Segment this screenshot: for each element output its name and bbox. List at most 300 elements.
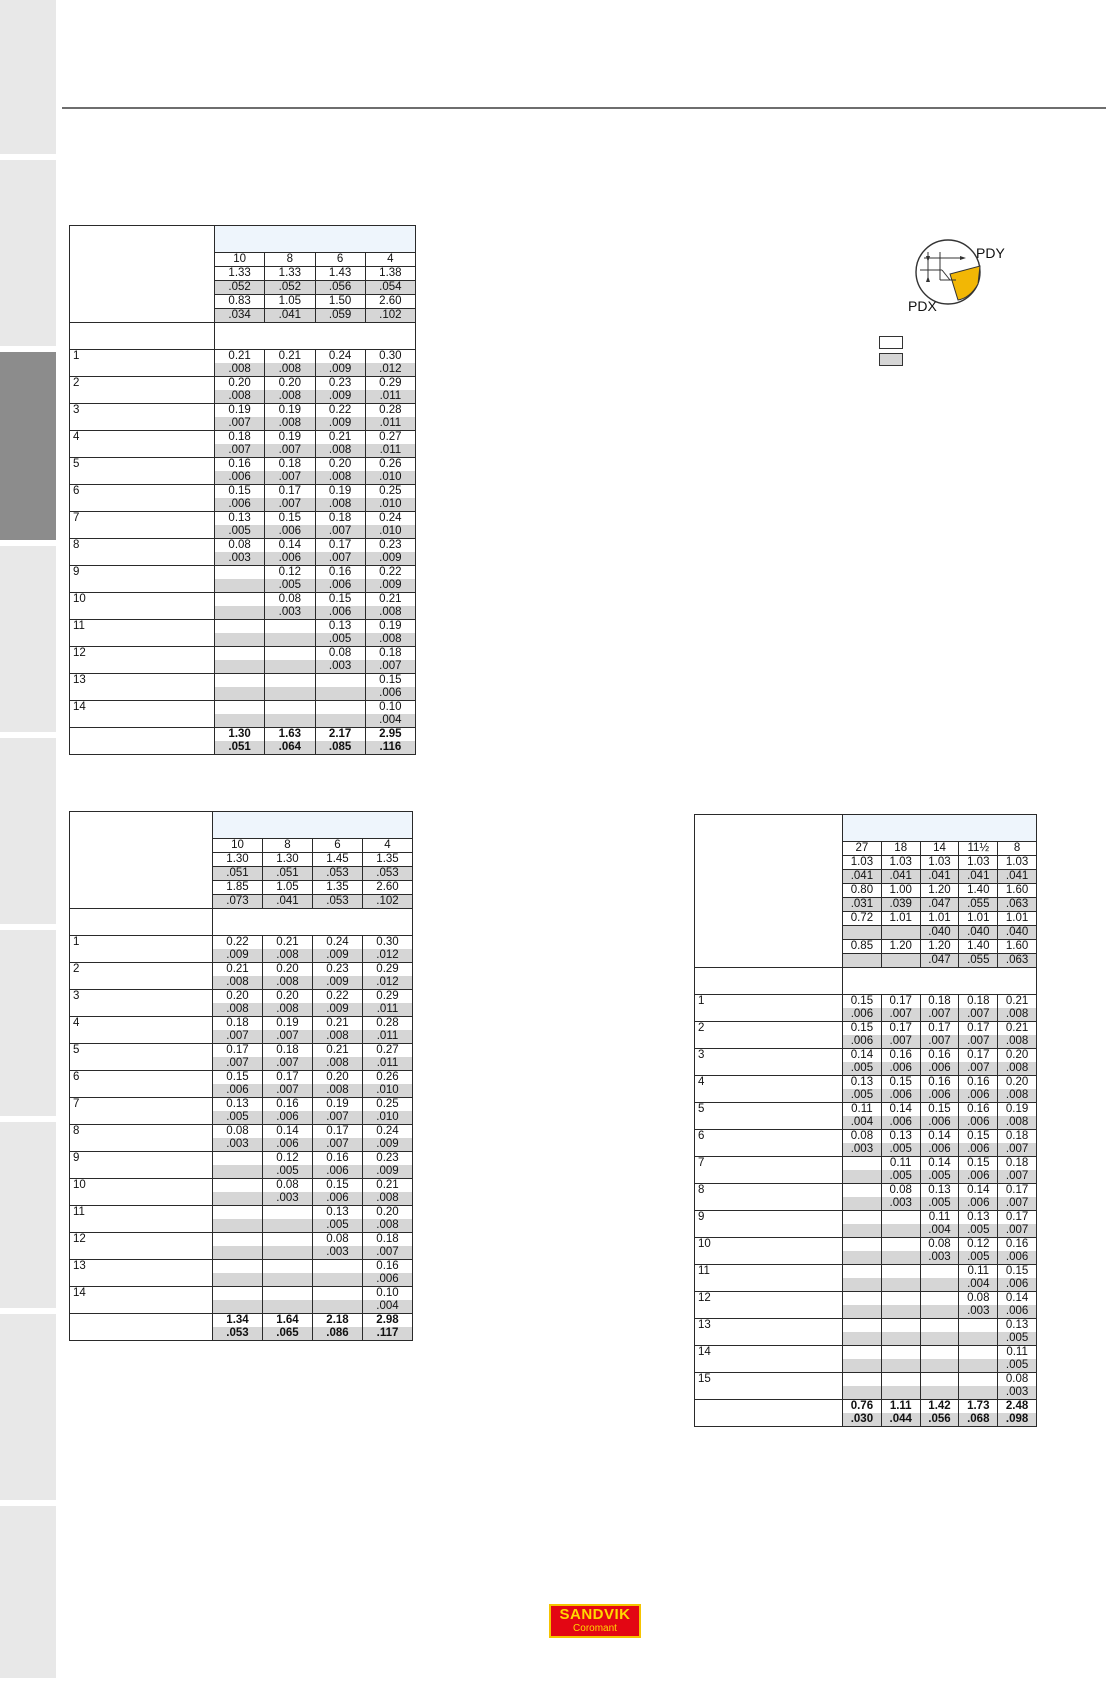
pass-number-cell: 8 (70, 1125, 213, 1152)
infeed-mm-cell: 0.20 (263, 990, 313, 1004)
table-row (70, 1287, 413, 1301)
table-row (70, 963, 413, 977)
infeed-mm-cell: 0.16 (920, 1076, 959, 1090)
param-cell: .102 (365, 309, 415, 323)
infeed-inch-cell (215, 579, 265, 593)
infeed-mm-cell: 0.08 (315, 647, 365, 661)
infeed-mm-cell (213, 1233, 263, 1247)
param-cell: 0.80 (843, 884, 882, 898)
total-mm-cell: 2.98 (363, 1314, 413, 1328)
infeed-inch-cell (843, 1170, 882, 1184)
infeed-mm-cell: 0.17 (265, 485, 315, 499)
infeed-inch-cell: .005 (998, 1332, 1037, 1346)
infeed-inch-cell (263, 1273, 313, 1287)
infeed-inch-cell: .006 (315, 579, 365, 593)
infeed-inch-cell: .005 (959, 1251, 998, 1265)
infeed-mm-cell: 0.23 (365, 539, 415, 553)
infeed-inch-cell (843, 1197, 882, 1211)
table-row (695, 995, 1037, 1009)
param-cell: .041 (881, 870, 920, 884)
param-cell: 1.38 (365, 267, 415, 281)
table-row (70, 350, 416, 364)
param-cell: 1.03 (959, 856, 998, 870)
infeed-inch-cell: .007 (313, 1138, 363, 1152)
infeed-inch-cell: .005 (215, 525, 265, 539)
table-row (70, 647, 416, 661)
infeed-inch-cell: .009 (313, 976, 363, 990)
total-label-cell (70, 1314, 213, 1341)
infeed-inch-cell: .005 (843, 1089, 882, 1103)
table-row (695, 1022, 1037, 1036)
infeed-inch-cell (265, 660, 315, 674)
pass-number-cell: 7 (70, 1098, 213, 1125)
infeed-inch-cell: .008 (215, 390, 265, 404)
param-cell: 1.03 (843, 856, 882, 870)
table-row (70, 1179, 413, 1193)
table-row (695, 1292, 1037, 1306)
infeed-mm-cell: 0.11 (959, 1265, 998, 1279)
param-cell: 0.85 (843, 940, 882, 954)
table-row (70, 485, 416, 499)
param-cell (843, 954, 882, 968)
param-cell: 1.05 (265, 295, 315, 309)
infeed-inch-cell: .003 (215, 552, 265, 566)
infeed-mm-cell: 0.15 (998, 1265, 1037, 1279)
infeed-inch-cell: .004 (920, 1224, 959, 1238)
infeed-mm-cell: 0.22 (365, 566, 415, 580)
infeed-mm-cell: 0.20 (313, 1071, 363, 1085)
section-label-cell (70, 323, 215, 350)
table-row (695, 1265, 1037, 1279)
table-row (70, 539, 416, 553)
pass-number-cell: 11 (70, 1206, 213, 1233)
param-cell: 1.40 (959, 940, 998, 954)
infeed-inch-cell: .007 (265, 471, 315, 485)
infeed-mm-cell: 0.26 (365, 458, 415, 472)
table-row (695, 1157, 1037, 1171)
infeed-inch-cell: .007 (959, 1035, 998, 1049)
param-cell: .041 (263, 895, 313, 909)
infeed-mm-cell: 0.19 (263, 1017, 313, 1031)
infeed-mm-cell: 0.13 (313, 1206, 363, 1220)
infeed-mm-cell: 0.13 (315, 620, 365, 634)
infeed-mm-cell (215, 566, 265, 580)
infeed-inch-cell (215, 606, 265, 620)
infeed-mm-cell: 0.18 (365, 647, 415, 661)
infeed-mm-cell (881, 1238, 920, 1252)
param-cell: 1.01 (959, 912, 998, 926)
pass-number-cell: 13 (70, 1260, 213, 1287)
total-inch-cell: .030 (843, 1413, 882, 1427)
infeed-inch-cell: .006 (843, 1008, 882, 1022)
label-pdy: PDY (976, 245, 1005, 261)
insert-diagram (900, 238, 1020, 318)
param-cell: 1.45 (313, 853, 363, 867)
pass-number-cell: 10 (695, 1238, 843, 1265)
pass-number-cell: 6 (695, 1130, 843, 1157)
param-cell: .053 (363, 867, 413, 881)
infeed-mm-cell: 0.19 (215, 404, 265, 418)
infeed-inch-cell: .008 (313, 1030, 363, 1044)
infeed-mm-cell: 0.20 (215, 377, 265, 391)
thread-infeed-table-1 (69, 225, 416, 755)
table-row (695, 1076, 1037, 1090)
infeed-inch-cell: .004 (843, 1116, 882, 1130)
param-cell: .055 (959, 898, 998, 912)
thread-infeed-table-2 (69, 811, 413, 1341)
infeed-inch-cell (881, 1251, 920, 1265)
infeed-mm-cell: 0.08 (881, 1184, 920, 1198)
infeed-inch-cell (920, 1278, 959, 1292)
infeed-mm-cell: 0.13 (213, 1098, 263, 1112)
infeed-inch-cell (265, 714, 315, 728)
infeed-inch-cell: .008 (365, 606, 415, 620)
infeed-mm-cell (215, 701, 265, 715)
infeed-inch-cell: .008 (265, 363, 315, 377)
infeed-inch-cell: .006 (920, 1116, 959, 1130)
infeed-inch-cell: .003 (881, 1197, 920, 1211)
infeed-inch-cell (843, 1224, 882, 1238)
infeed-inch-cell: .006 (363, 1273, 413, 1287)
infeed-inch-cell (215, 687, 265, 701)
sidebar-tab-6[interactable] (0, 930, 56, 1122)
infeed-inch-cell: .006 (959, 1089, 998, 1103)
infeed-mm-cell: 0.14 (881, 1103, 920, 1117)
pass-number-cell: 12 (695, 1292, 843, 1319)
sidebar-tab-4[interactable] (0, 546, 56, 738)
infeed-inch-cell: .007 (265, 444, 315, 458)
infeed-inch-cell: .006 (365, 687, 415, 701)
infeed-mm-cell (843, 1373, 882, 1387)
label-pdx: PDX (908, 298, 937, 314)
infeed-inch-cell (843, 1386, 882, 1400)
infeed-inch-cell: .003 (213, 1138, 263, 1152)
infeed-mm-cell (265, 620, 315, 634)
infeed-inch-cell: .009 (313, 1003, 363, 1017)
param-cell: 1.43 (315, 267, 365, 281)
infeed-mm-cell: 0.08 (920, 1238, 959, 1252)
pass-number-cell: 3 (70, 404, 215, 431)
pass-number-cell: 14 (70, 701, 215, 728)
infeed-inch-cell: .006 (881, 1089, 920, 1103)
param-cell: .102 (363, 895, 413, 909)
infeed-mm-cell: 0.19 (315, 485, 365, 499)
total-mm-cell: 1.63 (265, 728, 315, 742)
infeed-inch-cell: .009 (363, 1138, 413, 1152)
infeed-inch-cell: .011 (363, 1003, 413, 1017)
table-header-band (215, 226, 416, 253)
sidebar-tab-2[interactable] (0, 160, 56, 352)
table-row (70, 431, 416, 445)
param-cell: 1.35 (363, 853, 413, 867)
infeed-mm-cell (881, 1211, 920, 1225)
infeed-inch-cell: .007 (213, 1057, 263, 1071)
table-row (70, 512, 416, 526)
table-corner-cell (70, 226, 215, 323)
infeed-mm-cell: 0.14 (959, 1184, 998, 1198)
total-inch-cell: .053 (213, 1327, 263, 1341)
infeed-inch-cell (881, 1386, 920, 1400)
infeed-inch-cell: .007 (315, 552, 365, 566)
logo-line-1: SANDVIK (559, 1606, 631, 1623)
infeed-inch-cell: .003 (998, 1386, 1037, 1400)
infeed-inch-cell: .008 (363, 1192, 413, 1206)
sidebar-tab-7[interactable] (0, 1122, 56, 1314)
infeed-inch-cell (213, 1300, 263, 1314)
infeed-mm-cell: 0.19 (265, 404, 315, 418)
infeed-inch-cell: .007 (215, 444, 265, 458)
sidebar-tab-8[interactable] (0, 1314, 56, 1506)
total-mm-cell: 1.34 (213, 1314, 263, 1328)
infeed-inch-cell: .007 (959, 1062, 998, 1076)
sidebar-tab-5[interactable] (0, 738, 56, 930)
infeed-inch-cell: .008 (263, 1003, 313, 1017)
infeed-mm-cell: 0.15 (920, 1103, 959, 1117)
infeed-mm-cell: 0.16 (959, 1076, 998, 1090)
infeed-inch-cell: .004 (365, 714, 415, 728)
infeed-mm-cell (213, 1152, 263, 1166)
infeed-mm-cell: 0.16 (881, 1049, 920, 1063)
infeed-mm-cell (213, 1287, 263, 1301)
infeed-inch-cell (215, 660, 265, 674)
infeed-mm-cell: 0.13 (843, 1076, 882, 1090)
pass-number-cell: 7 (70, 512, 215, 539)
total-mm-cell: 1.30 (215, 728, 265, 742)
pass-number-cell: 2 (70, 377, 215, 404)
infeed-inch-cell: .012 (363, 976, 413, 990)
total-mm-cell: 2.95 (365, 728, 415, 742)
table-row (70, 701, 416, 715)
param-cell: .052 (215, 281, 265, 295)
infeed-mm-cell: 0.15 (265, 512, 315, 526)
infeed-inch-cell: .008 (213, 976, 263, 990)
infeed-mm-cell (265, 701, 315, 715)
table-row (70, 1152, 413, 1166)
infeed-inch-cell (959, 1332, 998, 1346)
infeed-inch-cell: .003 (265, 606, 315, 620)
pass-number-cell: 6 (70, 485, 215, 512)
infeed-inch-cell: .006 (920, 1062, 959, 1076)
infeed-mm-cell: 0.19 (998, 1103, 1037, 1117)
infeed-mm-cell: 0.21 (998, 995, 1037, 1009)
infeed-inch-cell: .003 (313, 1246, 363, 1260)
param-cell: 1.03 (881, 856, 920, 870)
sidebar-tab-active[interactable] (0, 352, 56, 546)
infeed-inch-cell: .005 (881, 1170, 920, 1184)
param-cell: .041 (920, 870, 959, 884)
param-cell: 1.33 (265, 267, 315, 281)
infeed-inch-cell: .008 (363, 1219, 413, 1233)
column-header-cell: 6 (315, 253, 365, 267)
param-cell: 1.20 (920, 940, 959, 954)
infeed-inch-cell: .009 (365, 552, 415, 566)
infeed-inch-cell: .009 (315, 417, 365, 431)
table-row (70, 620, 416, 634)
pass-number-cell: 8 (70, 539, 215, 566)
infeed-mm-cell (920, 1265, 959, 1279)
infeed-mm-cell (881, 1292, 920, 1306)
infeed-mm-cell (920, 1319, 959, 1333)
infeed-mm-cell: 0.18 (215, 431, 265, 445)
infeed-inch-cell: .006 (213, 1084, 263, 1098)
infeed-mm-cell: 0.15 (881, 1076, 920, 1090)
table-row (70, 990, 413, 1004)
table-row (70, 1206, 413, 1220)
infeed-mm-cell: 0.27 (363, 1044, 413, 1058)
pass-number-cell: 9 (70, 1152, 213, 1179)
total-label-cell (695, 1400, 843, 1427)
infeed-inch-cell (213, 1219, 263, 1233)
infeed-inch-cell (313, 1300, 363, 1314)
infeed-mm-cell: 0.16 (959, 1103, 998, 1117)
infeed-mm-cell: 0.13 (215, 512, 265, 526)
infeed-inch-cell (213, 1246, 263, 1260)
table-row (70, 1071, 413, 1085)
infeed-mm-cell: 0.16 (920, 1049, 959, 1063)
infeed-mm-cell: 0.17 (881, 1022, 920, 1036)
param-cell: 1.30 (213, 853, 263, 867)
infeed-mm-cell: 0.21 (998, 1022, 1037, 1036)
infeed-mm-cell: 0.19 (313, 1098, 363, 1112)
infeed-inch-cell: .006 (263, 1138, 313, 1152)
infeed-mm-cell: 0.12 (265, 566, 315, 580)
infeed-mm-cell: 0.23 (363, 1152, 413, 1166)
infeed-inch-cell: .006 (215, 471, 265, 485)
infeed-mm-cell: 0.16 (998, 1238, 1037, 1252)
infeed-mm-cell: 0.27 (365, 431, 415, 445)
infeed-inch-cell (881, 1224, 920, 1238)
param-cell: .040 (959, 926, 998, 940)
legend-box-grey (879, 353, 903, 366)
infeed-mm-cell (920, 1373, 959, 1387)
infeed-inch-cell: .008 (998, 1035, 1037, 1049)
infeed-mm-cell: 0.18 (998, 1157, 1037, 1171)
section-blank-cell (215, 323, 416, 350)
infeed-inch-cell (213, 1273, 263, 1287)
pass-number-cell: 10 (70, 1179, 213, 1206)
infeed-mm-cell: 0.17 (881, 995, 920, 1009)
table-row (695, 1103, 1037, 1117)
infeed-mm-cell: 0.21 (315, 431, 365, 445)
infeed-inch-cell (215, 633, 265, 647)
infeed-inch-cell: .007 (920, 1035, 959, 1049)
param-cell: 1.40 (959, 884, 998, 898)
infeed-mm-cell (215, 674, 265, 688)
infeed-mm-cell: 0.23 (313, 963, 363, 977)
infeed-inch-cell: .008 (263, 949, 313, 963)
infeed-inch-cell (843, 1278, 882, 1292)
param-cell: 1.20 (881, 940, 920, 954)
infeed-mm-cell: 0.08 (313, 1233, 363, 1247)
table-row (70, 1017, 413, 1031)
infeed-mm-cell: 0.21 (213, 963, 263, 977)
infeed-inch-cell (959, 1359, 998, 1373)
infeed-mm-cell: 0.30 (365, 350, 415, 364)
table-row (70, 593, 416, 607)
infeed-mm-cell: 0.11 (998, 1346, 1037, 1360)
param-cell: 1.00 (881, 884, 920, 898)
infeed-inch-cell: .005 (315, 633, 365, 647)
infeed-inch-cell: .003 (263, 1192, 313, 1206)
infeed-inch-cell: .006 (920, 1143, 959, 1157)
total-mm-cell: 2.18 (313, 1314, 363, 1328)
infeed-inch-cell: .005 (959, 1224, 998, 1238)
infeed-mm-cell (881, 1373, 920, 1387)
infeed-mm-cell (315, 674, 365, 688)
param-cell (881, 954, 920, 968)
infeed-mm-cell: 0.14 (263, 1125, 313, 1139)
infeed-mm-cell (843, 1265, 882, 1279)
infeed-inch-cell (843, 1251, 882, 1265)
infeed-mm-cell: 0.17 (313, 1125, 363, 1139)
infeed-mm-cell (843, 1346, 882, 1360)
infeed-inch-cell: .003 (920, 1251, 959, 1265)
sidebar-tab-9[interactable] (0, 1506, 56, 1684)
total-mm-cell: 1.64 (263, 1314, 313, 1328)
infeed-inch-cell: .008 (315, 444, 365, 458)
infeed-inch-cell (920, 1305, 959, 1319)
infeed-mm-cell: 0.18 (265, 458, 315, 472)
sandvik-coromant-logo (549, 1604, 641, 1638)
infeed-mm-cell: 0.15 (959, 1130, 998, 1144)
pass-number-cell: 4 (70, 1017, 213, 1044)
infeed-mm-cell (920, 1346, 959, 1360)
infeed-mm-cell: 0.22 (313, 990, 363, 1004)
table-row (695, 1373, 1037, 1387)
infeed-mm-cell: 0.14 (920, 1157, 959, 1171)
infeed-mm-cell (213, 1260, 263, 1274)
param-cell: 2.60 (363, 881, 413, 895)
infeed-inch-cell: .007 (998, 1224, 1037, 1238)
infeed-mm-cell: 0.16 (315, 566, 365, 580)
infeed-inch-cell: .008 (313, 1084, 363, 1098)
infeed-inch-cell (920, 1386, 959, 1400)
infeed-inch-cell: .008 (998, 1089, 1037, 1103)
infeed-mm-cell: 0.18 (959, 995, 998, 1009)
infeed-mm-cell: 0.15 (213, 1071, 263, 1085)
infeed-mm-cell: 0.08 (843, 1130, 882, 1144)
infeed-inch-cell: .007 (959, 1008, 998, 1022)
param-cell: 1.30 (263, 853, 313, 867)
param-cell: 1.03 (998, 856, 1037, 870)
infeed-mm-cell: 0.18 (920, 995, 959, 1009)
table-row (695, 1319, 1037, 1333)
column-header-cell: 8 (263, 839, 313, 853)
table-row (70, 404, 416, 418)
param-cell: .041 (265, 309, 315, 323)
infeed-mm-cell: 0.29 (363, 990, 413, 1004)
infeed-mm-cell: 0.18 (998, 1130, 1037, 1144)
param-cell: 1.85 (213, 881, 263, 895)
param-cell: 1.50 (315, 295, 365, 309)
infeed-mm-cell: 0.22 (315, 404, 365, 418)
column-header-cell: 11½ (959, 842, 998, 856)
pass-number-cell: 2 (695, 1022, 843, 1049)
sidebar-tab-1[interactable] (0, 0, 56, 160)
pass-number-cell: 1 (70, 936, 213, 963)
column-header-cell: 8 (265, 253, 315, 267)
infeed-inch-cell: .008 (215, 363, 265, 377)
infeed-mm-cell (263, 1233, 313, 1247)
pass-number-cell: 3 (70, 990, 213, 1017)
infeed-mm-cell: 0.20 (998, 1076, 1037, 1090)
infeed-inch-cell: .006 (998, 1251, 1037, 1265)
param-cell: 1.01 (998, 912, 1037, 926)
pass-number-cell: 11 (695, 1265, 843, 1292)
total-inch-cell: .098 (998, 1413, 1037, 1427)
pass-number-cell: 7 (695, 1157, 843, 1184)
infeed-mm-cell: 0.20 (263, 963, 313, 977)
